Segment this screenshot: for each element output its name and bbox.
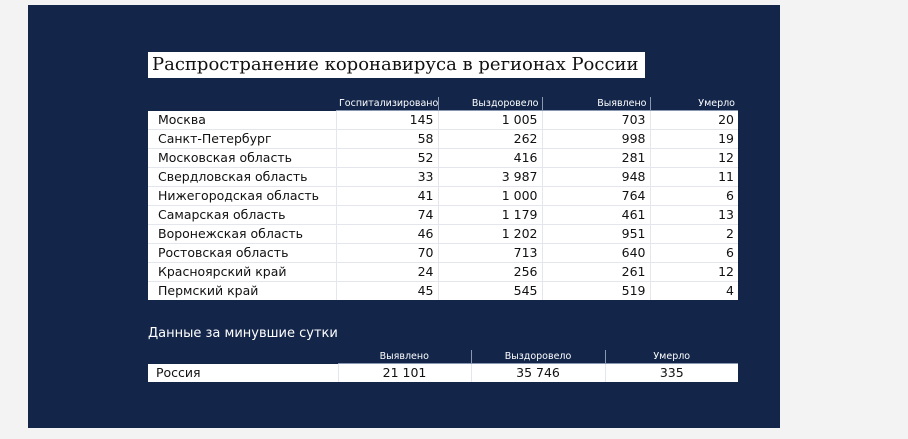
- table-row: [148, 111, 738, 130]
- daily-header-detected: Выявлено: [338, 350, 471, 364]
- daily-recovered-value: 35 746: [471, 364, 605, 383]
- table-row: [148, 149, 738, 168]
- recovered-value: 545: [438, 282, 542, 301]
- region-name: Ростовская область: [148, 244, 336, 263]
- detected-value: 764: [542, 187, 650, 206]
- died-value: 20: [650, 111, 738, 130]
- recovered-value: 1 005: [438, 111, 542, 130]
- detected-value: 261: [542, 263, 650, 282]
- died-value: 11: [650, 168, 738, 187]
- header-hospitalized: Госпитализировано: [336, 97, 438, 111]
- table-row: [148, 244, 738, 263]
- hospitalized-value: 145: [336, 111, 438, 130]
- hospitalized-value: 70: [336, 244, 438, 263]
- regions-table: [148, 97, 738, 300]
- recovered-value: 1 179: [438, 206, 542, 225]
- hospitalized-value: 58: [336, 130, 438, 149]
- table-row: [148, 263, 738, 282]
- hospitalized-value: 52: [336, 149, 438, 168]
- hospitalized-value: 41: [336, 187, 438, 206]
- died-value: 2: [650, 225, 738, 244]
- hospitalized-value: 24: [336, 263, 438, 282]
- recovered-value: 416: [438, 149, 542, 168]
- table-row: [148, 282, 738, 301]
- died-value: 12: [650, 263, 738, 282]
- region-name: Санкт-Петербург: [148, 130, 336, 149]
- hospitalized-value: 74: [336, 206, 438, 225]
- table-row: [148, 206, 738, 225]
- region-name: Москва: [148, 111, 336, 130]
- header-blank: [148, 97, 336, 111]
- country-name: Россия: [148, 364, 338, 383]
- hospitalized-value: 45: [336, 282, 438, 301]
- detected-value: 640: [542, 244, 650, 263]
- detected-value: 519: [542, 282, 650, 301]
- detected-value: 948: [542, 168, 650, 187]
- page-title: Распространение коронавируса в регионах России: [148, 52, 645, 78]
- header-blank: [148, 350, 338, 364]
- recovered-value: 3 987: [438, 168, 542, 187]
- hospitalized-value: 33: [336, 168, 438, 187]
- recovered-value: 262: [438, 130, 542, 149]
- header-died: Умерло: [650, 97, 738, 111]
- daily-died-value: 335: [605, 364, 738, 383]
- table-header-row: [148, 97, 738, 111]
- died-value: 4: [650, 282, 738, 301]
- header-recovered: Выздоровело: [438, 97, 542, 111]
- table-row: [148, 130, 738, 149]
- daily-section-title: Данные за минувшие сутки: [148, 326, 338, 341]
- table-row: [148, 225, 738, 244]
- recovered-value: 256: [438, 263, 542, 282]
- detected-value: 461: [542, 206, 650, 225]
- detected-value: 998: [542, 130, 650, 149]
- region-name: Московская область: [148, 149, 336, 168]
- died-value: 12: [650, 149, 738, 168]
- hospitalized-value: 46: [336, 225, 438, 244]
- region-name: Нижегородская область: [148, 187, 336, 206]
- region-name: Самарская область: [148, 206, 336, 225]
- region-name: Свердловская область: [148, 168, 336, 187]
- daily-header-recovered: Выздоровело: [471, 350, 605, 364]
- died-value: 6: [650, 244, 738, 263]
- table-row: [148, 364, 738, 383]
- detected-value: 703: [542, 111, 650, 130]
- region-name: Воронежская область: [148, 225, 336, 244]
- detected-value: 281: [542, 149, 650, 168]
- recovered-value: 1 000: [438, 187, 542, 206]
- region-name: Пермский край: [148, 282, 336, 301]
- died-value: 13: [650, 206, 738, 225]
- daily-table: [148, 350, 738, 382]
- recovered-value: 1 202: [438, 225, 542, 244]
- table-row: [148, 187, 738, 206]
- header-detected: Выявлено: [542, 97, 650, 111]
- region-name: Красноярский край: [148, 263, 336, 282]
- daily-detected-value: 21 101: [338, 364, 471, 383]
- died-value: 19: [650, 130, 738, 149]
- daily-header-row: [148, 350, 738, 364]
- died-value: 6: [650, 187, 738, 206]
- detected-value: 951: [542, 225, 650, 244]
- recovered-value: 713: [438, 244, 542, 263]
- table-row: [148, 168, 738, 187]
- daily-header-died: Умерло: [605, 350, 738, 364]
